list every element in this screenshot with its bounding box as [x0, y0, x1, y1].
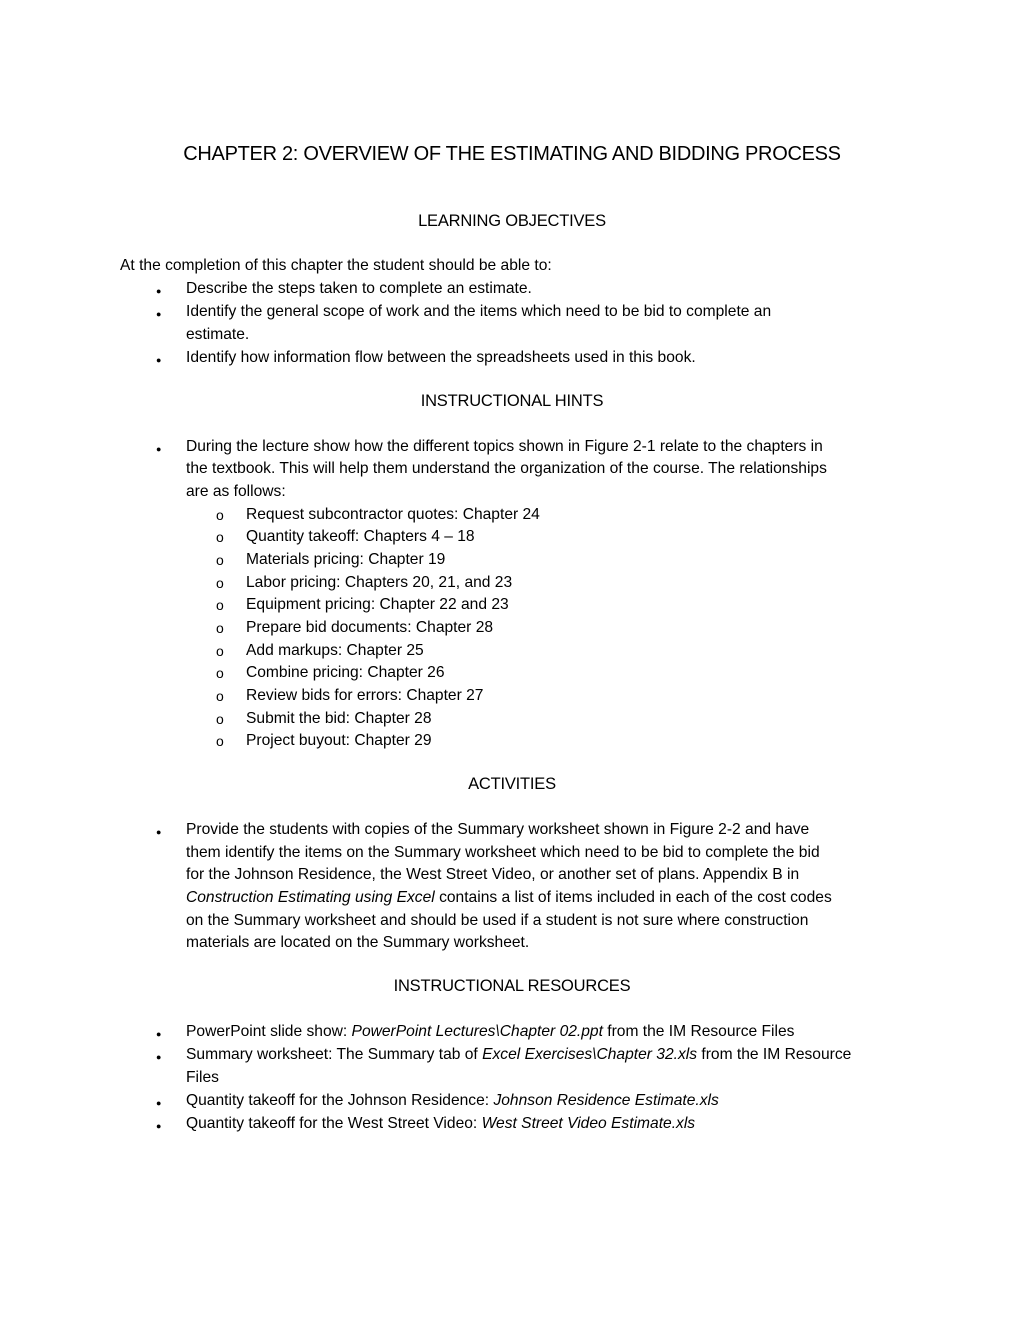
activity-text-line: them identify the items on the Summary worksheet which need to be bid to complete the bid — [186, 844, 820, 861]
hint-sub-item: Review bids for errors: Chapter 27 — [246, 687, 484, 704]
resource-item: Quantity takeoff for the Johnson Residence: Johnson Residence Estimate.xls — [186, 1092, 719, 1109]
bullet-icon — [156, 819, 166, 844]
sub-bullet-marker: o — [216, 552, 224, 568]
sub-bullet-marker: o — [216, 529, 224, 545]
learning-objectives-heading: LEARNING OBJECTIVES — [418, 212, 606, 230]
activity-text-line: on the Summary worksheet and should be used if a student is not sure where construction — [186, 912, 809, 929]
resource-item: PowerPoint slide show: PowerPoint Lectures\Chapter 02.ppt from the IM Resource Files — [186, 1023, 795, 1040]
sub-bullet-marker: o — [216, 711, 224, 727]
hint-sub-item: Materials pricing: Chapter 19 — [246, 551, 446, 568]
hint-text-line: are as follows: — [186, 483, 286, 500]
activity-text-line: Provide the students with copies of the Summary worksheet shown in Figure 2-2 and have — [186, 821, 810, 838]
hint-sub-item: Prepare bid documents: Chapter 28 — [246, 619, 494, 636]
hint-text-line: the textbook. This will help them understand the organization of the course. The relationships — [186, 460, 827, 477]
sub-bullet-marker: o — [216, 688, 224, 704]
activities-heading: ACTIVITIES — [468, 775, 556, 793]
hint-sub-item: Project buyout: Chapter 29 — [246, 732, 432, 749]
objective-item: Identify the general scope of work and the items which need to be bid to complete an — [186, 303, 772, 320]
hint-sub-item: Request subcontractor quotes: Chapter 24 — [246, 506, 540, 523]
hint-text-line: During the lecture show how the different topics shown in Figure 2-1 relate to the chapters in — [186, 438, 823, 455]
learning-objectives-intro: At the completion of this chapter the student should be able to: — [120, 257, 552, 274]
file-name: Johnson Residence Estimate.xls — [493, 1092, 719, 1109]
hint-sub-item: Submit the bid: Chapter 28 — [246, 710, 432, 727]
file-path: PowerPoint Lectures\Chapter 02.ppt — [351, 1023, 603, 1040]
bullet-icon — [156, 1044, 166, 1069]
hint-sub-item: Add markups: Chapter 25 — [246, 642, 424, 659]
objective-item: Describe the steps taken to complete an estimate. — [186, 280, 532, 297]
sub-bullet-marker: o — [216, 597, 224, 613]
instructional-hints-heading: INSTRUCTIONAL HINTS — [420, 392, 604, 410]
file-name: West Street Video Estimate.xls — [481, 1115, 696, 1132]
resource-item-continuation: Files — [186, 1069, 219, 1086]
book-title: Construction Estimating using Excel — [186, 889, 435, 906]
hint-sub-item: Equipment pricing: Chapter 22 and 23 — [246, 596, 509, 613]
resource-item: Summary worksheet: The Summary tab of Excel Exercises\Chapter 32.xls from the IM Resource — [186, 1046, 852, 1063]
sub-bullet-marker: o — [216, 575, 224, 591]
bullet-icon — [156, 278, 166, 303]
sub-bullet-marker: o — [216, 507, 224, 523]
activity-text-line: Construction Estimating using Excel contains a list of items included in each of the cost codes — [186, 889, 832, 906]
bullet-icon — [156, 1113, 166, 1138]
objective-item-continuation: estimate. — [186, 326, 250, 343]
instructional-resources-heading: INSTRUCTIONAL RESOURCES — [393, 977, 631, 995]
activity-text-line: materials are located on the Summary worksheet. — [186, 934, 530, 951]
hint-sub-item: Combine pricing: Chapter 26 — [246, 664, 445, 681]
objective-item: Identify how information flow between the spreadsheets used in this book. — [186, 349, 696, 366]
chapter-title: CHAPTER 2: OVERVIEW OF THE ESTIMATING AND BIDDING PROCESS — [183, 143, 841, 165]
sub-bullet-marker: o — [216, 665, 224, 681]
sub-bullet-marker: o — [216, 643, 224, 659]
hint-sub-item: Labor pricing: Chapters 20, 21, and 23 — [246, 574, 513, 591]
hint-sub-item: Quantity takeoff: Chapters 4 – 18 — [246, 528, 475, 545]
bullet-icon — [156, 1021, 166, 1046]
activity-text-line: for the Johnson Residence, the West Street Video, or another set of plans. Appendix B in — [186, 866, 800, 883]
bullet-icon — [156, 436, 166, 461]
file-path: Excel Exercises\Chapter 32.xls — [482, 1046, 698, 1063]
sub-bullet-marker: o — [216, 620, 224, 636]
sub-bullet-marker: o — [216, 733, 224, 749]
resource-item: Quantity takeoff for the West Street Video: West Street Video Estimate.xls — [186, 1115, 696, 1132]
bullet-icon — [156, 301, 166, 326]
bullet-icon — [156, 1090, 166, 1115]
bullet-icon — [156, 347, 166, 372]
